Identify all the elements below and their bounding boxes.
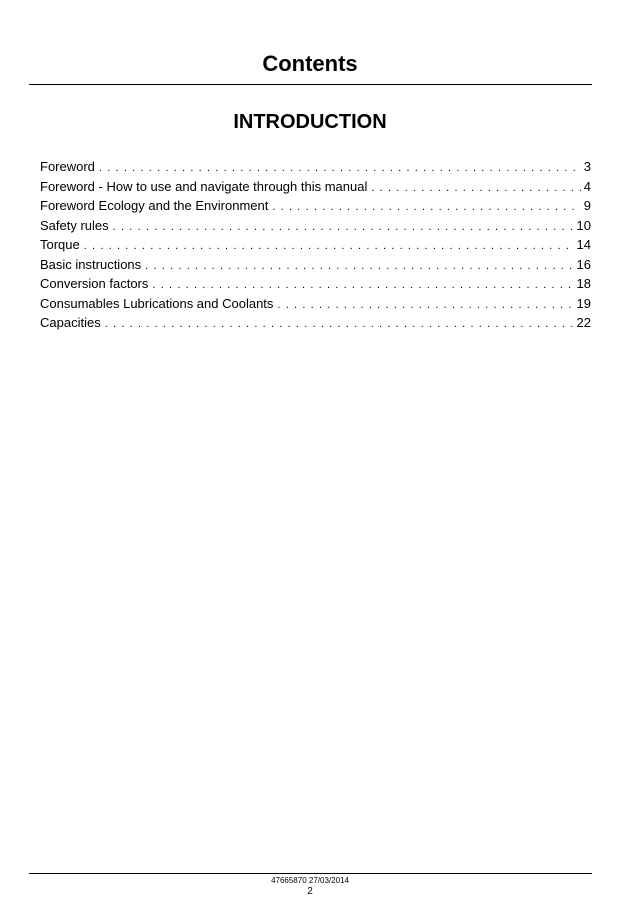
toc-dot-leader: [145, 257, 573, 277]
footer-document-reference: 47665870 27/03/2014: [271, 876, 349, 885]
toc-entry-foreword[interactable]: [40, 157, 591, 177]
toc-entry-label: Basic instructions: [40, 256, 142, 272]
toc-entry-page: 18: [576, 276, 591, 291]
toc-entry-label: Torque: [40, 237, 80, 252]
toc-entry-page: 14: [576, 237, 591, 252]
header-divider: [29, 84, 592, 85]
toc-entry-basic-instructions[interactable]: [40, 255, 591, 275]
toc-entry-label: Foreword Ecology and the Environment: [40, 198, 269, 213]
section-title: INTRODUCTION: [233, 111, 387, 133]
toc-entry-page: 10: [576, 217, 591, 233]
toc-entry-page: 4: [583, 178, 591, 194]
toc-entry-label: Safety rules: [40, 217, 109, 233]
toc-entry-page: 19: [576, 295, 591, 311]
toc-dot-leader: [113, 218, 574, 238]
toc-entry-conversion-factors[interactable]: [40, 274, 591, 294]
toc-dot-leader: [272, 198, 580, 218]
toc-entry-label: Capacities: [40, 315, 101, 330]
toc-entry-torque[interactable]: [40, 235, 591, 255]
toc-entry-page: 3: [583, 159, 591, 174]
toc-dot-leader: [84, 237, 574, 257]
toc-entry-label: Consumables Lubrications and Coolants: [40, 295, 274, 311]
table-of-contents: [40, 157, 591, 333]
toc-entry-label: Foreword: [40, 159, 95, 174]
toc-entry-label: Foreword - How to use and navigate through this manual: [40, 178, 368, 194]
page-title: Contents: [262, 51, 358, 76]
toc-dot-leader: [371, 179, 580, 199]
toc-entry-consumables[interactable]: [40, 294, 591, 314]
footer-page-number: 2: [307, 886, 313, 897]
toc-dot-leader: [105, 315, 574, 335]
toc-entry-capacities[interactable]: [40, 313, 591, 333]
toc-entry-safety-rules[interactable]: [40, 216, 591, 236]
footer-divider: [29, 873, 592, 874]
toc-entry-ecology[interactable]: [40, 196, 591, 216]
toc-entry-page: 22: [576, 315, 591, 330]
toc-entry-page: 9: [583, 198, 591, 213]
toc-dot-leader: [277, 296, 573, 316]
toc-entry-label: Conversion factors: [40, 276, 149, 291]
toc-entry-page: 16: [576, 256, 591, 272]
toc-entry-how-to-use[interactable]: [40, 177, 591, 197]
